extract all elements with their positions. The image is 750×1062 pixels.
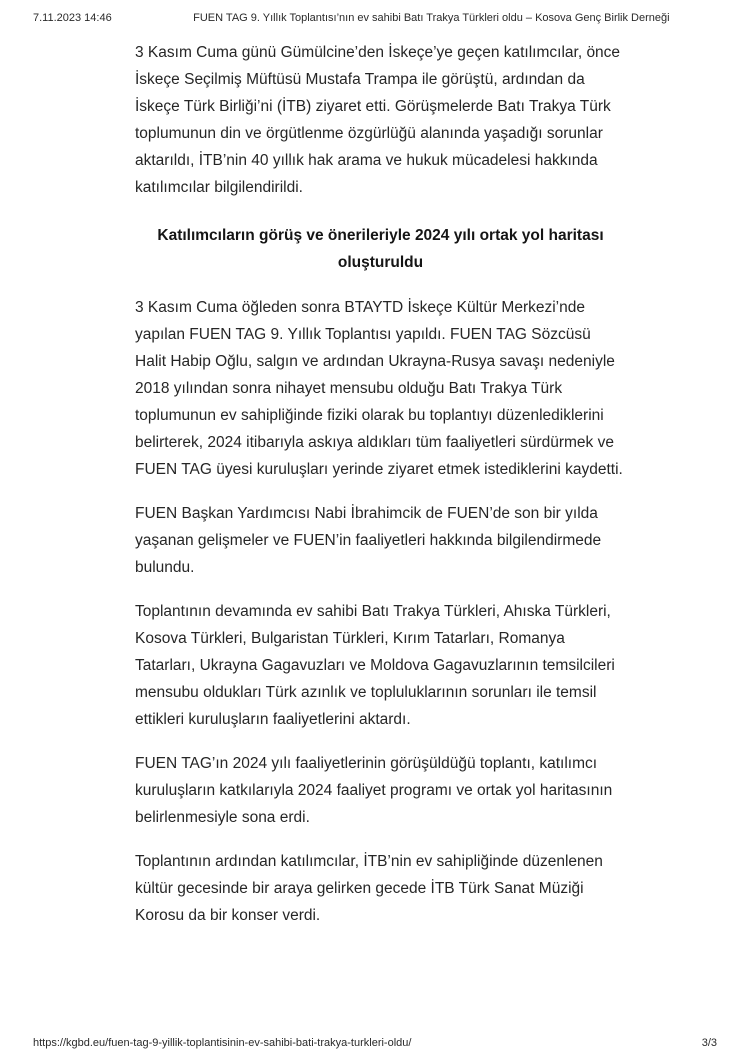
page-number: 3/3 bbox=[701, 1037, 717, 1049]
article-paragraph: 3 Kasım Cuma öğleden sonra BTAYTD İskeçe Kültür Merkezi’nde yapılan FUEN TAG 9. Yıllık Toplantısı yapıldı. FUEN TAG Sözcüsü Halit Habip Oğlu, salgın ve ardından Ukrayna-Rusya savaşı nedeniyle 2018 yılından sonra nihayet mensubu olduğu Batı Trakya Türk toplumunun ev sahipliğinde fiziki olarak bu toplantıyı düzenlediklerini belirterek, 2024 itibarıyla askıya aldıkları tüm faaliyetleri sürdürmek ve FUEN TAG üyesi kuruluşları yerinde ziyaret etmek istediklerini kaydetti. bbox=[135, 299, 623, 478]
section-heading: Katılımcıların görüş ve önerileriyle 2024 yılı ortak yol haritası oluşturuldu bbox=[157, 227, 604, 271]
article-paragraph: FUEN TAG’ın 2024 yılı faaliyetlerinin görüşüldüğü toplantı, katılımcı kuruluşların katkılarıyla 2024 faaliyet programı ve ortak yol haritasının belirlenmesiyle sona erdi. bbox=[135, 755, 613, 826]
print-footer bbox=[33, 1037, 717, 1049]
print-header bbox=[33, 12, 717, 24]
article-body bbox=[135, 39, 626, 946]
print-date: 7.11.2023 14:46 bbox=[33, 12, 112, 24]
document-title: FUEN TAG 9. Yıllık Toplantısı’nın ev sahibi Batı Trakya Türkleri oldu – Kosova Genç Birlik Derneği bbox=[193, 12, 670, 24]
article-paragraph: 3 Kasım Cuma günü Gümülcine’den İskeçe’ye geçen katılımcılar, önce İskeçe Seçilmiş Müftüsü Mustafa Trampa ile görüştü, ardından da İskeçe Türk Birliği’ni (İTB) ziyaret etti. Görüşmelerde Batı Trakya Türk toplumunun din ve örgütlenme özgürlüğü alanında yaşadığı sorunlar aktarıldı, İTB’nin 40 yıllık hak arama ve hukuk mücadelesi hakkında katılımcılar bilgilendirildi. bbox=[135, 44, 621, 196]
article-paragraph: FUEN Başkan Yardımcısı Nabi İbrahimcik de FUEN’de son bir yılda yaşanan gelişmeler ve FUEN’in faaliyetleri hakkında bilgilendirmede bulundu. bbox=[135, 505, 602, 576]
source-url: https://kgbd.eu/fuen-tag-9-yillik-toplantisinin-ev-sahibi-bati-trakya-turkleri-oldu/ bbox=[33, 1037, 412, 1049]
article-paragraph: Toplantının ardından katılımcılar, İTB’nin ev sahipliğinde düzenlenen kültür gecesinde bir araya gelirken gecede İTB Türk Sanat Müziği Korosu da bir konser verdi. bbox=[135, 853, 603, 924]
article-paragraph: Toplantının devamında ev sahibi Batı Trakya Türkleri, Ahıska Türkleri, Kosova Türkleri, Bulgaristan Türkleri, Kırım Tatarları, Romanya Tatarları, Ukrayna Gagavuzları ve Moldova Gagavuzlarının temsilcileri mensubu oldukları Türk azınlık ve topluluklarının sorunları ile temsil ettikleri kuruluşların faaliyetlerini aktardı. bbox=[135, 603, 615, 728]
